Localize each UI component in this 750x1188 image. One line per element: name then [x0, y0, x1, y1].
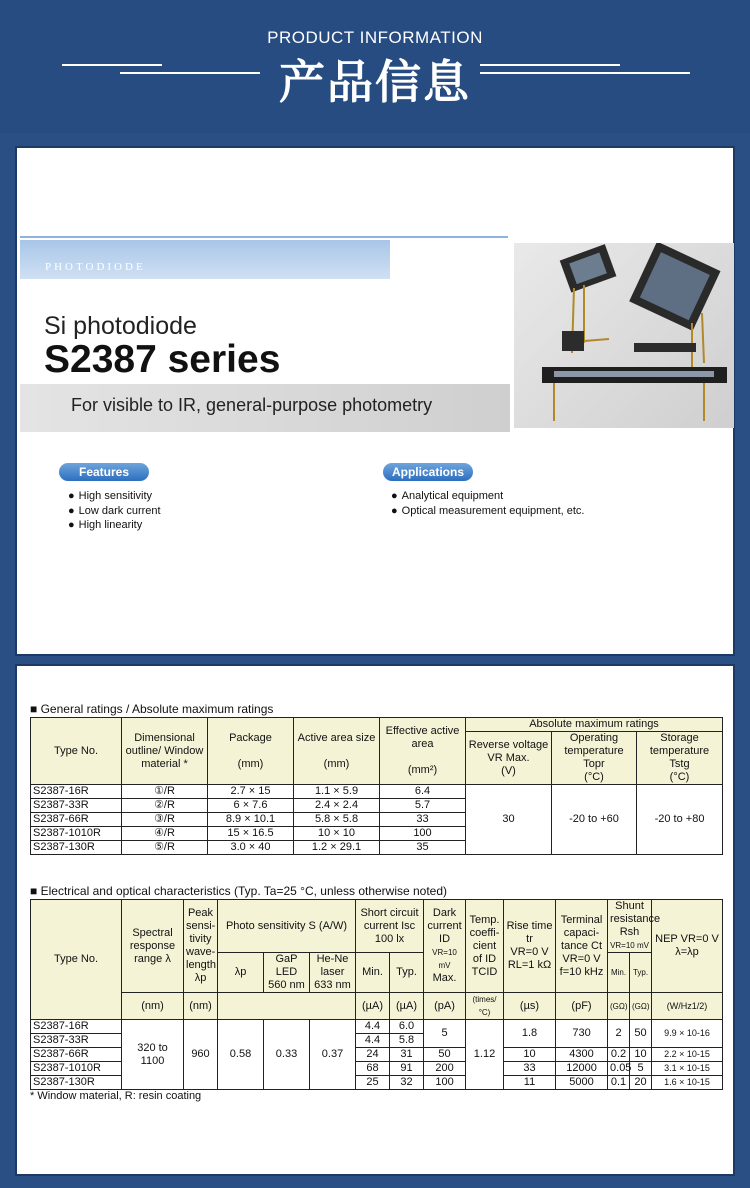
eh-shunt-label: Shunt resistance Rsh: [610, 900, 661, 938]
eu-rise: (µs): [504, 993, 556, 1020]
product-series: S2387 series: [44, 338, 281, 381]
type-cell: S2387-1010R: [31, 827, 122, 841]
header-title-cn: 产品信息: [279, 55, 471, 109]
gh-area-unit: (mm): [323, 757, 350, 770]
rise-cell: 1.8: [504, 1020, 556, 1048]
gh-eff: [380, 718, 466, 785]
type-cell: S2387-1010R: [31, 1062, 122, 1076]
eh-smin: Min.: [608, 953, 630, 993]
features-list: [68, 489, 161, 533]
pkg-cell: 8.9 × 10.1: [208, 813, 294, 827]
dim-cell: ②/R: [122, 799, 208, 813]
eh-spec: Spectral response range λ: [122, 900, 184, 993]
shunt-typ-cell: 10: [630, 1048, 652, 1062]
gh-pkg-unit: (mm): [237, 757, 264, 770]
eh-hene-nm: 633 nm: [314, 979, 351, 991]
shunt-typ-cell: 5: [630, 1062, 652, 1076]
eh-rise: [504, 900, 556, 993]
type-cell: S2387-33R: [31, 1034, 122, 1048]
eff-cell: 35: [380, 841, 466, 855]
shunt-typ-cell: 20: [630, 1076, 652, 1090]
eh-lp: λp: [218, 953, 264, 993]
eh-photo: Photo sensitivity S (A/W): [218, 900, 356, 953]
eu-cap: (pF): [556, 993, 608, 1020]
area-cell: 10 × 10: [294, 827, 380, 841]
shunt-min-cell: 2: [608, 1020, 630, 1048]
shunt-min-cell: 0.05: [608, 1062, 630, 1076]
rise-cell: 10: [504, 1048, 556, 1062]
pkg-cell: 3.0 × 40: [208, 841, 294, 855]
eu-isc1: (µA): [356, 993, 390, 1020]
eh-min: Min.: [356, 953, 390, 993]
eff-cell: 6.4: [380, 785, 466, 799]
eu-s1: (GΩ): [608, 993, 630, 1020]
gh-area-label: Active area size: [297, 731, 376, 744]
tstg-cell: -20 to +80: [637, 785, 723, 855]
product-subtitle: For visible to IR, general-purpose photometry: [71, 395, 433, 415]
eu-s2: (GΩ): [630, 993, 652, 1020]
nep-cell: 3.1 × 10-15: [652, 1062, 723, 1076]
eh-temp: Temp. coeffi-cient of ID TCID: [466, 900, 504, 993]
eh-cap-label: Terminal capaci-tance Ct: [560, 913, 603, 952]
eh-dark-max: Max.: [432, 972, 457, 984]
eh-dark-label: Dark current ID: [427, 907, 462, 945]
dark-cell: 200: [424, 1062, 466, 1076]
features-badge: Features: [59, 463, 149, 481]
spec-panel: [15, 664, 735, 1176]
isc-typ-cell: 32: [390, 1076, 424, 1090]
eh-rise-c1: VR=0 V: [510, 946, 549, 958]
product-photo: [514, 243, 734, 428]
gh-type: Type No.: [31, 718, 122, 785]
header-title-en: PRODUCT INFORMATION: [267, 28, 483, 47]
category-label: PHOTODIODE: [45, 261, 146, 273]
isc-min-cell: 24: [356, 1048, 390, 1062]
eh-shunt-cond: VR=10 mV: [610, 941, 649, 950]
isc-min-cell: 4.4: [356, 1020, 390, 1034]
gh-abs: Absolute maximum ratings: [466, 718, 723, 732]
eh-isc: Short circuit current Isc 100 lx: [356, 900, 424, 953]
cap-cell: 5000: [556, 1076, 608, 1090]
type-cell: S2387-130R: [31, 1076, 122, 1090]
type-cell: S2387-16R: [31, 1020, 122, 1034]
eh-peak: Peak sensi-tivity wave-length λp: [184, 900, 218, 993]
gh-topr: [552, 732, 637, 785]
gh-area: [294, 718, 380, 785]
type-cell: S2387-130R: [31, 841, 122, 855]
dim-cell: ④/R: [122, 827, 208, 841]
eu-peak: (nm): [184, 993, 218, 1020]
eh-shunt: [608, 900, 661, 953]
shunt-min-cell: 0.2: [608, 1048, 630, 1062]
header-banner: [0, 0, 750, 133]
area-cell: 1.2 × 29.1: [294, 841, 380, 855]
dim-cell: ③/R: [122, 813, 208, 827]
dim-cell: ①/R: [122, 785, 208, 799]
gh-tstg-unit: (°C): [669, 771, 690, 783]
feature-item: ● High sensitivity: [68, 489, 161, 504]
type-cell: S2387-66R: [31, 813, 122, 827]
dark-cell: 50: [424, 1048, 466, 1062]
rise-cell: 33: [504, 1062, 556, 1076]
eh-nep: NEP VR=0 V λ=λp: [652, 900, 723, 993]
electrical-title: ■ Electrical and optical characteristics (Typ. Ta=25 °C, unless otherwise noted): [30, 884, 448, 898]
gh-pkg: [208, 718, 294, 785]
eh-type: Type No.: [31, 900, 122, 1020]
eh-gap: [264, 953, 310, 993]
photodiode-illustration: [514, 243, 734, 428]
gh-pkg-label: Package: [229, 731, 272, 744]
electrical-title-text: Electrical and optical characteristics (Typ. Ta=25 °C, unless otherwise noted): [40, 884, 448, 898]
eff-cell: 33: [380, 813, 466, 827]
isc-typ-cell: 5.8: [390, 1034, 424, 1048]
general-ratings-title: ■ General ratings / Absolute maximum ratings: [30, 702, 274, 716]
topr-cell: -20 to +60: [552, 785, 637, 855]
lp-cell: 0.58: [218, 1020, 264, 1090]
pkg-cell: 15 × 16.5: [208, 827, 294, 841]
nep-cell: 1.6 × 10-15: [652, 1076, 723, 1090]
cap-cell: 12000: [556, 1062, 608, 1076]
type-cell: S2387-66R: [31, 1048, 122, 1062]
gap-cell: 0.33: [264, 1020, 310, 1090]
isc-typ-cell: 91: [390, 1062, 424, 1076]
vr-cell: 30: [466, 785, 552, 855]
gh-eff-unit: (mm²): [407, 764, 438, 776]
product-panel: [15, 146, 735, 656]
eu-nep: (W/Hz1/2): [652, 993, 723, 1020]
table-row: [31, 1020, 723, 1034]
eh-dark-cond: VR=10 mV: [432, 948, 457, 970]
shunt-min-cell: 0.1: [608, 1076, 630, 1090]
application-item: ● Analytical equipment: [391, 489, 584, 504]
area-cell: 2.4 × 2.4: [294, 799, 380, 813]
applications-list: [391, 489, 584, 518]
gh-topr-label: Operating temperature Topr: [564, 732, 624, 770]
eh-gap-nm: 560 nm: [268, 979, 305, 991]
temp-cell: 1.12: [466, 1020, 504, 1090]
eu-temp: (times/°C): [466, 993, 504, 1020]
spec-cell: 320 to 1100: [122, 1020, 184, 1090]
dark-cell: 5: [424, 1020, 466, 1048]
product-name: Si photodiode: [44, 312, 197, 340]
category-rule: [20, 236, 508, 238]
gh-tstg-label: Storage temperature Tstg: [649, 732, 710, 770]
gh-eff-label: Effective active area: [385, 725, 460, 750]
gh-vr: [466, 732, 552, 785]
eff-cell: 5.7: [380, 799, 466, 813]
eh-rise-label: Rise time tr: [506, 920, 553, 945]
gh-vr-label: Reverse voltage VR Max.: [468, 738, 549, 764]
area-cell: 5.8 × 5.8: [294, 813, 380, 827]
table-row: [31, 785, 723, 799]
feature-item: ● Low dark current: [68, 504, 161, 519]
isc-min-cell: 68: [356, 1062, 390, 1076]
eh-rise-c2: RL=1 kΩ: [507, 959, 552, 971]
category-band: [20, 240, 390, 279]
footnote: * Window material, R: resin coating: [30, 1090, 202, 1102]
application-item: ● Optical measurement equipment, etc.: [391, 504, 584, 519]
eh-typ: Typ.: [390, 953, 424, 993]
isc-min-cell: 4.4: [356, 1034, 390, 1048]
cap-cell: 4300: [556, 1048, 608, 1062]
eh-cap-c2: f=10 kHz: [559, 965, 604, 978]
isc-typ-cell: 6.0: [390, 1020, 424, 1034]
eu-photo: [218, 993, 356, 1020]
nep-cell: 2.2 × 10-15: [652, 1048, 723, 1062]
general-ratings-table: [30, 717, 723, 855]
eh-gap-label: GaP LED: [275, 953, 298, 978]
isc-min-cell: 25: [356, 1076, 390, 1090]
pkg-cell: 2.7 × 15: [208, 785, 294, 799]
peak-cell: 960: [184, 1020, 218, 1090]
eh-hene: [310, 953, 356, 993]
hene-cell: 0.37: [310, 1020, 356, 1090]
gh-topr-unit: (°C): [584, 771, 604, 783]
eu-spec: (nm): [122, 993, 184, 1020]
dim-cell: ⑤/R: [122, 841, 208, 855]
dark-cell: 100: [424, 1076, 466, 1090]
eff-cell: 100: [380, 827, 466, 841]
eu-isc2: (µA): [390, 993, 424, 1020]
eh-hene-label: He-Ne laser: [316, 953, 349, 978]
rise-cell: 11: [504, 1076, 556, 1090]
cap-cell: 730: [556, 1020, 608, 1048]
pkg-cell: 6 × 7.6: [208, 799, 294, 813]
eh-styp: Typ.: [630, 953, 652, 993]
eh-dark: [424, 900, 466, 993]
type-cell: S2387-16R: [31, 785, 122, 799]
isc-typ-cell: 31: [390, 1048, 424, 1062]
feature-item: ● High linearity: [68, 518, 161, 533]
eh-cap-c1: VR=0 V: [562, 952, 601, 965]
gh-tstg: [637, 732, 723, 785]
area-cell: 1.1 × 5.9: [294, 785, 380, 799]
eh-cap: [556, 900, 608, 993]
electrical-table: [30, 899, 723, 1090]
nep-cell: 9.9 × 10-16: [652, 1020, 723, 1048]
shunt-typ-cell: 50: [630, 1020, 652, 1048]
type-cell: S2387-33R: [31, 799, 122, 813]
gh-vr-unit: (V): [501, 764, 516, 777]
general-ratings-title-text: General ratings / Absolute maximum ratings: [40, 702, 274, 716]
gh-dim: Dimensional outline/ Window material *: [122, 718, 208, 785]
eu-dark: (pA): [424, 993, 466, 1020]
applications-badge: Applications: [383, 463, 473, 481]
